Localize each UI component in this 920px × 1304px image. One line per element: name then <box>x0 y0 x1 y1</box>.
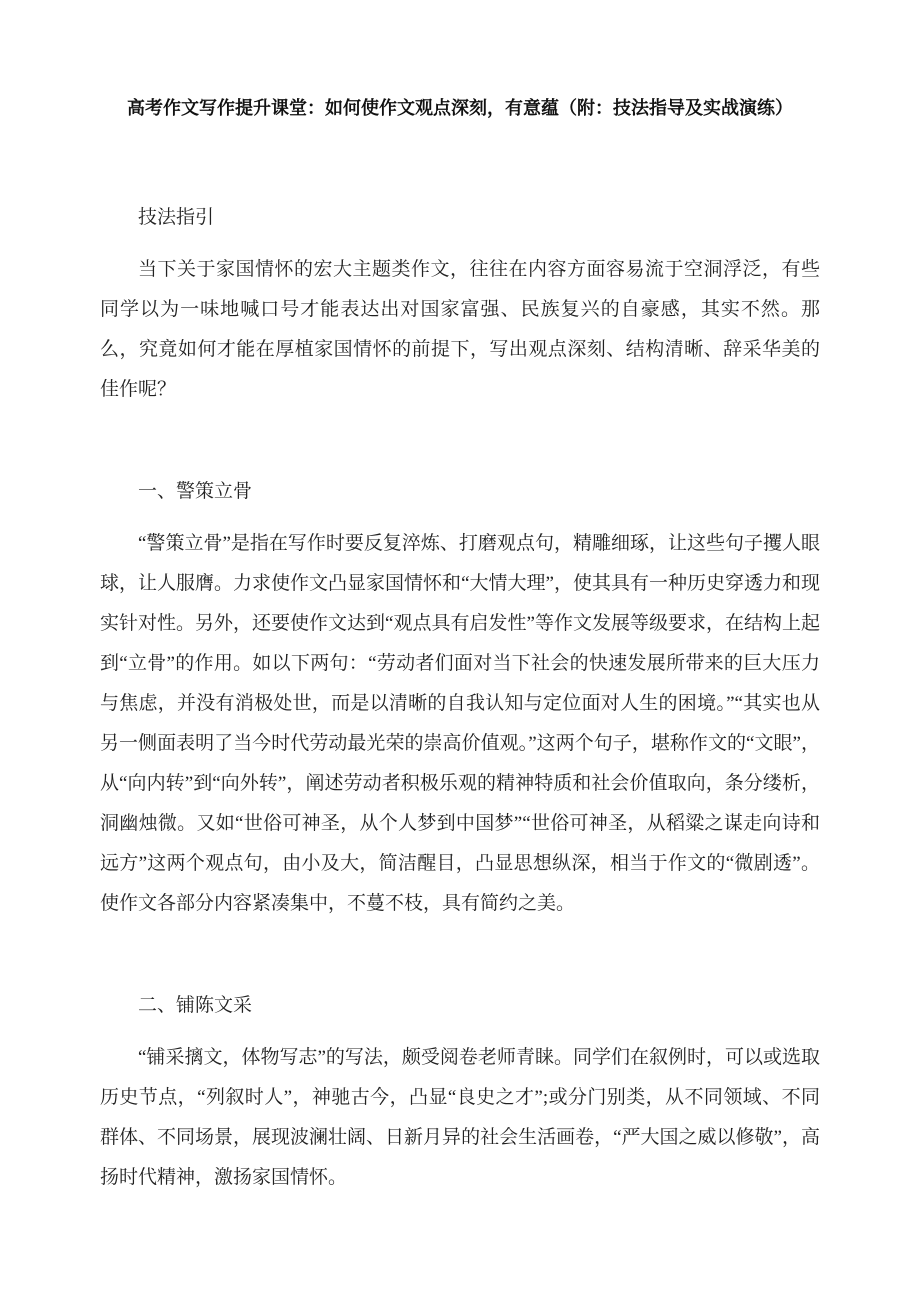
document-title: 高考作文写作提升课堂：如何使作文观点深刻，有意蕴（附：技法指导及实战演练） <box>127 98 793 118</box>
section-two-puchen-wencai <box>100 986 820 1198</box>
section-heading: 技法指引 <box>138 207 215 228</box>
body-paragraph: “铺采摛文，体物写志”的写法，颇受阅卷老师青睐。同学们在叙例时，可以或选取历史节点，“列叙时人”，神驰古今，凸显“良史之才”;或分门别类，从不同领域、不同群体、不同场景，展现波澜壮阔、日新月异的社会生活画卷，“严大国之威以修敬”，高扬时代精神，激扬家国情怀。 <box>100 1047 820 1188</box>
section-heading: 二、铺陈文采 <box>138 995 253 1016</box>
section-one-jingce-ligu <box>100 472 820 924</box>
section-heading: 一、警策立骨 <box>138 481 253 502</box>
section-technique-guide <box>100 198 820 410</box>
body-paragraph: 当下关于家国情怀的宏大主题类作文，往往在内容方面容易流于空洞浮泛，有些同学以为一味地喊口号才能表达出对国家富强、民族复兴的自豪感，其实不然。那么，究竟如何才能在厚植家国情怀的前提下，写出观点深刻、结构清晰、辞采华美的佳作呢？ <box>100 259 820 400</box>
body-paragraph: “警策立骨”是指在写作时要反复淬炼、打磨观点句，精雕细琢，让这些句子攫人眼球，让人服膺。力求使作文凸显家国情怀和“大情大理”，使其具有一种历史穿透力和现实针对性。另外，还要使作文达到“观点具有启发性”等作文发展等级要求，在结构上起到“立骨”的作用。如以下两句：“劳动者们面对当下社会的快速发展所带来的巨大压力与焦虑，并没有消极处世，而是以清晰的自我认知与定位面对人生的困境。”“其实也从另一侧面表明了当今时代劳动最光荣的崇高价值观。”这两个句子，堪称作文的“文眼”，从“向内转”到“向外转”，阐述劳动者积极乐观的精神特质和社会价值取向，条分缕析，洞幽烛微。又如“世俗可神圣，从个人梦到中国梦”“世俗可神圣，从稻粱之谋走向诗和远方”这两个观点句，由小及大，简洁醒目，凸显思想纵深，相当于作文的“微剧透”。使作文各部分内容紧凑集中，不蔓不枝，具有简约之美。 <box>100 533 820 914</box>
